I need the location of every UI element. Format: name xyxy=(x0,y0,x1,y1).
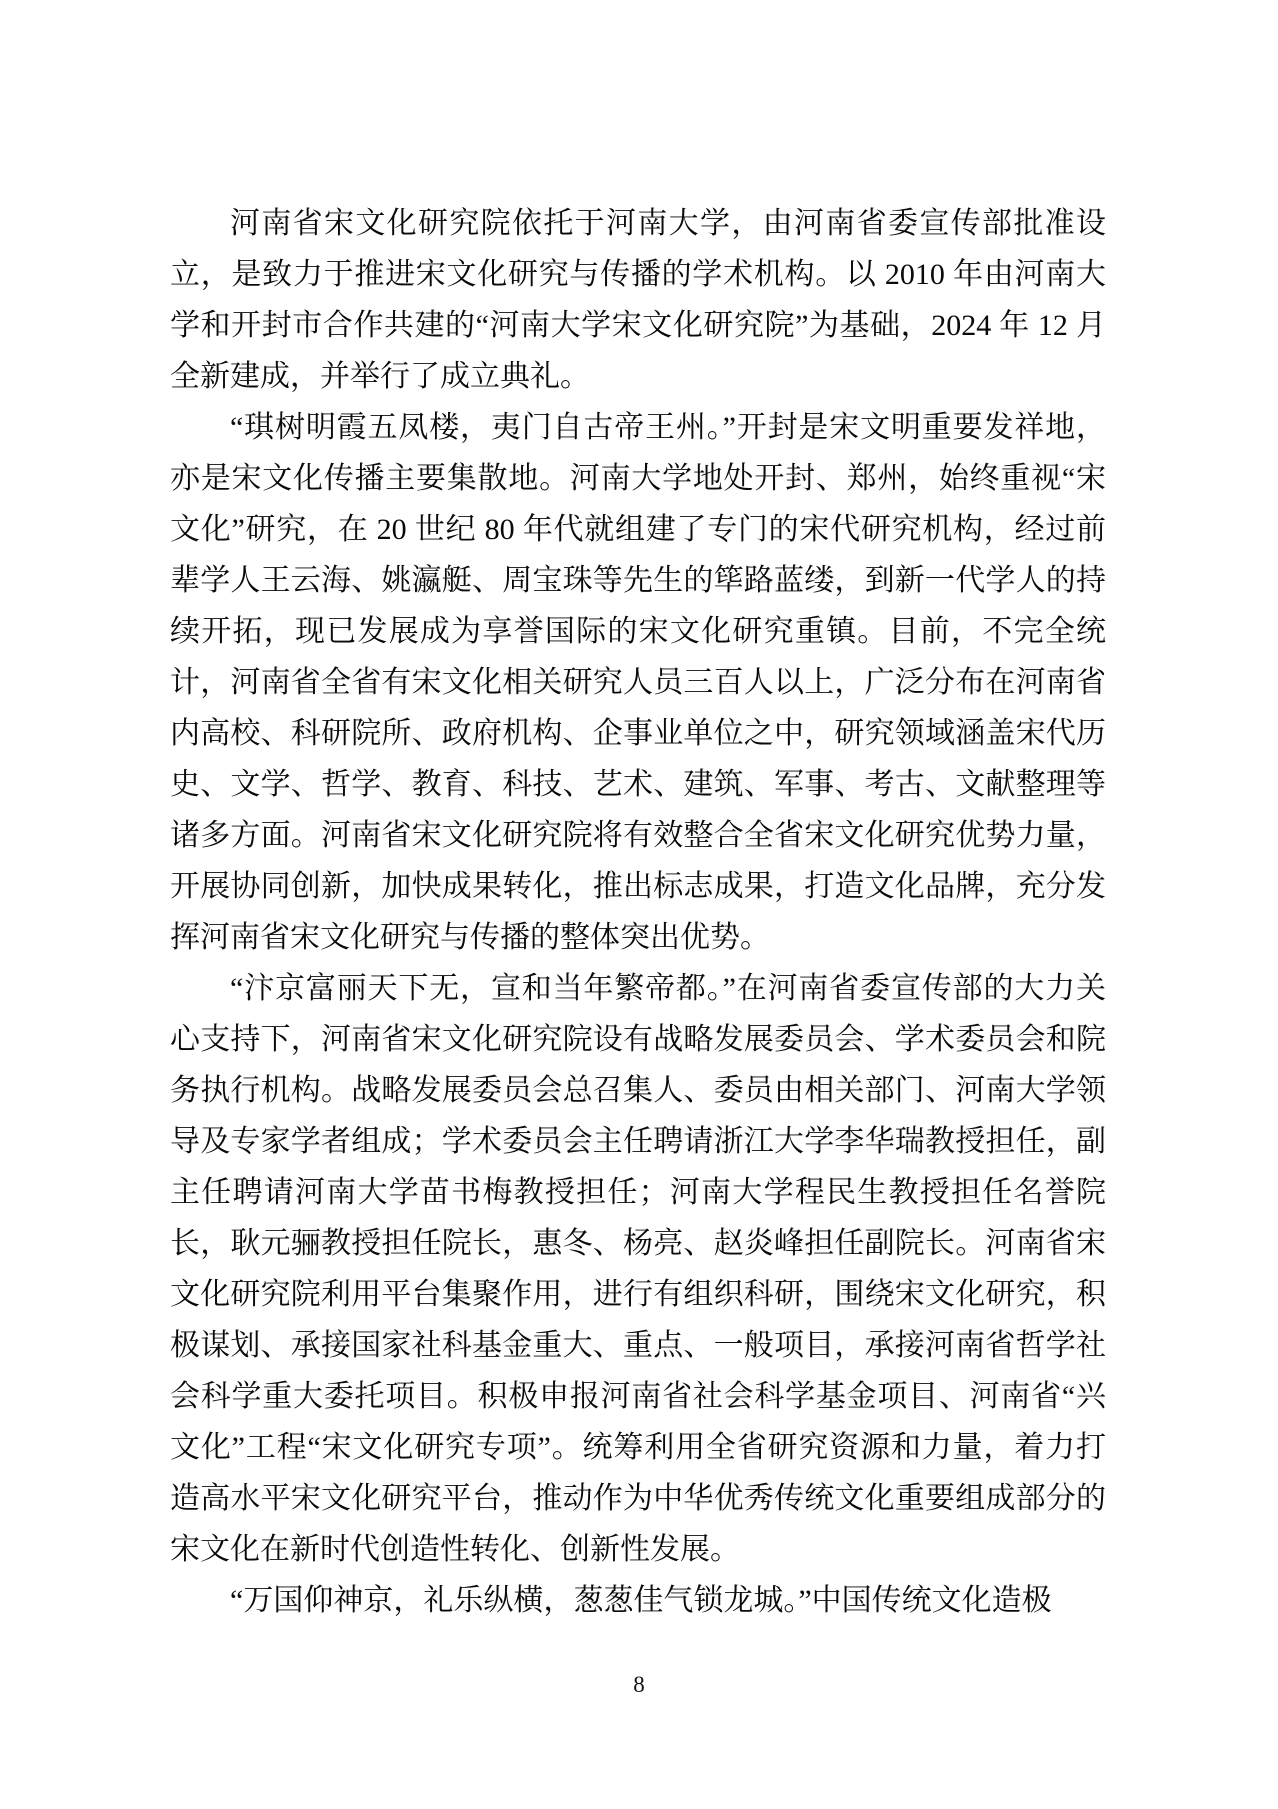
paragraph-kaifeng-research-history: “琪树明霞五凤楼，夷门自古帝王州。”开封是宋文明重要发祥地，亦是宋文化传播主要集散地。河南大学地处开封、郑州，始终重视“宋文化”研究，在 20 世纪 80 年代就组建了专门的宋代研究机构，经过前辈学人王云海、姚瀛艇、周宝珠等先生的筚路蓝缕，到新一代学人的持续开拓，现已发展成为享誉国际的宋文化研究重镇。目前，不完全统计，河南省全省有宋文化相关研究人员三百人以上，广泛分布在河南省内高校、科研院所、政府机构、企事业单位之中，研究领域涵盖宋代历史、文学、哲学、教育、科技、艺术、建筑、军事、考古、文献整理等诸多方面。河南省宋文化研究院将有效整合全省宋文化研究优势力量，开展协同创新，加快成果转化，推出标志成果，打造文化品牌，充分发挥河南省宋文化研究与传播的整体突出优势。 xyxy=(170,411,1106,954)
paragraph-intro-institute: 河南省宋文化研究院依托于河南大学，由河南省委宣传部批准设立，是致力于推进宋文化研究与传播的学术机构。以 2010 年由河南大学和开封市合作共建的“河南大学宋文化研究院”为基础，2024 年 12 月全新建成，并举行了成立典礼。 xyxy=(170,207,1106,393)
page-number: 8 xyxy=(633,1672,645,1697)
paragraph-organization-structure: “汴京富丽天下无，宣和当年繁帝都。”在河南省委宣传部的大力关心支持下，河南省宋文化研究院设有战略发展委员会、学术委员会和院务执行机构。战略发展委员会总召集人、委员由相关部门、河南大学领导及专家学者组成；学术委员会主任聘请浙江大学李华瑞教授担任，副主任聘请河南大学苗书梅教授担任；河南大学程民生教授担任名誉院长，耿元骊教授担任院长，惠冬、杨亮、赵炎峰担任副院长。河南省宋文化研究院利用平台集聚作用，进行有组织科研，围绕宋文化研究，积极谋划、承接国家社科基金重大、重点、一般项目，承接河南省哲学社会科学重大委托项目。积极申报河南省社会科学基金项目、河南省“兴文化”工程“宋文化研究专项”。统筹利用全省研究资源和力量，着力打造高水平宋文化研究平台，推动作为中华优秀传统文化重要组成部分的宋文化在新时代创造性转化、创新性发展。 xyxy=(170,972,1106,1566)
paragraph-traditional-culture-opening: “万国仰神京，礼乐纵横，葱葱佳气锁龙城。”中国传统文化造极 xyxy=(230,1584,1052,1617)
document-body xyxy=(170,198,1106,1626)
